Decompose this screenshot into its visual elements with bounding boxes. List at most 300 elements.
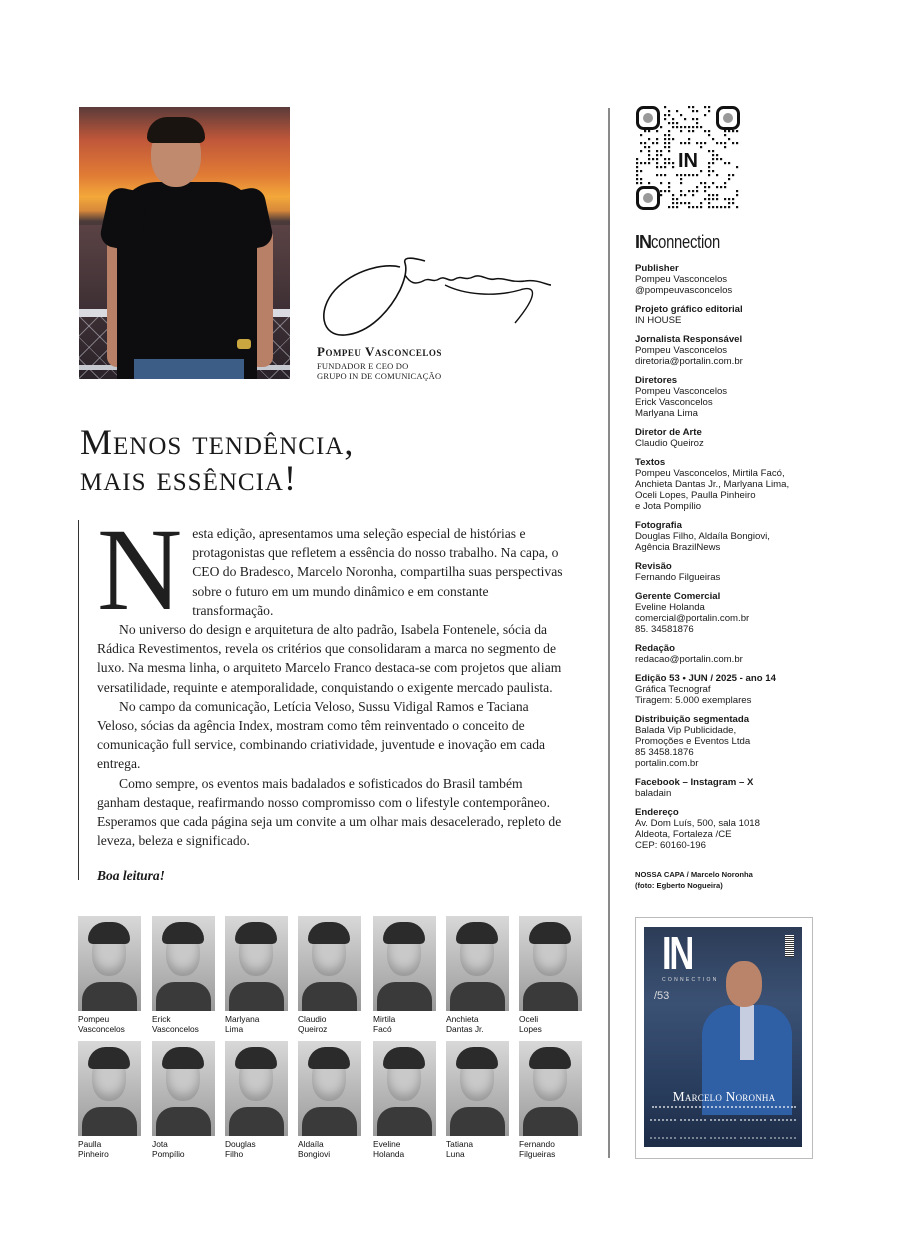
- qr-module: [680, 202, 682, 204]
- credit-title: Publisher: [635, 263, 679, 274]
- qr-module: [716, 154, 718, 156]
- qr-finder-dot: [643, 193, 653, 203]
- member-first-name: Marlyana: [225, 1014, 260, 1024]
- qr-module: [736, 166, 738, 168]
- credit-block: [635, 427, 825, 449]
- qr-module: [708, 194, 710, 196]
- credit-line: Oceli Lopes, Paulla Pinheiro: [635, 490, 756, 501]
- qr-module: [716, 194, 718, 196]
- qr-module: [656, 154, 658, 156]
- brand-bold: IN: [635, 232, 651, 252]
- member-name: [373, 1015, 436, 1034]
- qr-module: [728, 206, 730, 208]
- qr-finder-dot: [643, 113, 653, 123]
- member-name: [519, 1015, 582, 1034]
- qr-module: [652, 158, 654, 160]
- qr-module: [672, 138, 674, 140]
- credit-title: Fotografia: [635, 520, 682, 531]
- qr-module: [692, 118, 694, 120]
- qr-module: [712, 198, 714, 200]
- qr-module: [716, 198, 718, 200]
- qr-module: [640, 178, 642, 180]
- qr-module: [732, 198, 734, 200]
- qr-module: [712, 182, 714, 184]
- credit-title: Facebook – Instagram – X: [635, 777, 754, 788]
- credit-line: Pompeu Vasconcelos: [635, 386, 728, 397]
- member-first-name: Aldaíla: [298, 1139, 324, 1149]
- qr-module: [688, 174, 690, 176]
- credit-title: Projeto gráfico editorial: [635, 304, 743, 315]
- team-member: [446, 916, 509, 1034]
- qr-module: [708, 150, 710, 152]
- qr-module: [708, 170, 710, 172]
- qr-module: [716, 206, 718, 208]
- qr-module: [676, 174, 678, 176]
- qr-module: [708, 130, 710, 132]
- qr-module: [704, 186, 706, 188]
- qr-module: [688, 138, 690, 140]
- qr-module: [656, 158, 658, 160]
- member-photo: [152, 1041, 215, 1136]
- qr-module: [708, 134, 710, 136]
- magazine-cover: [635, 917, 813, 1159]
- page-title: [80, 424, 354, 496]
- member-photo: [446, 1041, 509, 1136]
- member-name: [298, 1015, 361, 1034]
- qr-module: [700, 126, 702, 128]
- qr-module: [684, 174, 686, 176]
- qr-module: [716, 142, 718, 144]
- qr-module: [692, 130, 694, 132]
- qr-module: [720, 158, 722, 160]
- qr-module: [640, 134, 642, 136]
- member-first-name: Mirtila: [373, 1014, 396, 1024]
- qr-module: [656, 130, 658, 132]
- qr-module: [736, 142, 738, 144]
- credit-line: diretoria@portalin.com.br: [635, 356, 743, 367]
- brand-logo: [635, 232, 735, 252]
- qr-module: [640, 142, 642, 144]
- credit-block: [635, 375, 825, 419]
- qr-module: [668, 110, 670, 112]
- cover-edition: /53: [654, 990, 670, 1002]
- team-member: [298, 1041, 361, 1159]
- member-name: [373, 1140, 436, 1159]
- credit-line: Tiragem: 5.000 exemplares: [635, 695, 752, 706]
- qr-code[interactable]: [636, 106, 740, 210]
- qr-module: [700, 182, 702, 184]
- member-last-name: Holanda: [373, 1148, 405, 1159]
- qr-module: [684, 118, 686, 120]
- qr-module: [700, 202, 702, 204]
- qr-module: [668, 130, 670, 132]
- qr-module: [712, 170, 714, 172]
- qr-module: [636, 158, 638, 160]
- team-member: [298, 916, 361, 1034]
- credit-title: Textos: [635, 457, 666, 468]
- qr-module: [728, 202, 730, 204]
- team-member: [373, 916, 436, 1034]
- qr-module: [708, 174, 710, 176]
- member-name: [152, 1015, 215, 1034]
- qr-module: [724, 142, 726, 144]
- qr-module: [676, 202, 678, 204]
- cover-logo-sub: CONNECTION: [662, 977, 719, 983]
- qr-module: [704, 198, 706, 200]
- member-name: [78, 1015, 141, 1034]
- qr-module: [668, 190, 670, 192]
- qr-module: [708, 198, 710, 200]
- member-first-name: Tatiana: [446, 1139, 474, 1149]
- member-name: [298, 1140, 361, 1159]
- qr-module: [704, 142, 706, 144]
- qr-module: [680, 130, 682, 132]
- member-first-name: Douglas: [225, 1139, 256, 1149]
- credit-line: @pompeuvasconcelos: [635, 285, 733, 296]
- member-last-name: Vasconcelos: [78, 1023, 125, 1034]
- qr-finder-dot: [723, 113, 733, 123]
- qr-module: [696, 118, 698, 120]
- credit-block: [635, 263, 825, 296]
- qr-module: [692, 206, 694, 208]
- credits-list: [635, 263, 825, 859]
- paragraph: Como sempre, os eventos mais badalados e sofisticados do Brasil também ganham destaque, reafirmando nosso compromisso com o lifestyle contemporâneo. Esperamos que cada página seja um convite a um olhar mais desacelerado, repleto de leveza, beleza e significado.: [97, 775, 562, 849]
- paragraph: esta edição, apresentamos uma seleção especial de histórias e protagonistas que refletem a essência do nosso trabalho. Na capa, o CEO do Bradesco, Marcelo Noronha, compartilha suas perspectivas sobre o futuro em um mundo dinâmico e em constante transformação.: [192, 526, 563, 618]
- qr-module: [724, 134, 726, 136]
- qr-module: [636, 182, 638, 184]
- qr-module: [636, 174, 638, 176]
- qr-module: [712, 162, 714, 164]
- qr-module: [656, 150, 658, 152]
- qr-module: [684, 126, 686, 128]
- qr-module: [656, 162, 658, 164]
- role-line-2: GRUPO IN DE COMUNICAÇÃO: [317, 371, 442, 381]
- qr-module: [680, 178, 682, 180]
- credit-line: Claudio Queiroz: [635, 438, 704, 449]
- qr-module: [664, 138, 666, 140]
- qr-module: [708, 202, 710, 204]
- credit-block: [635, 520, 825, 553]
- signature-role: [317, 361, 441, 381]
- qr-module: [668, 138, 670, 140]
- qr-module: [640, 162, 642, 164]
- qr-module: [664, 114, 666, 116]
- credit-block: [635, 807, 825, 851]
- qr-module: [668, 142, 670, 144]
- qr-module: [688, 206, 690, 208]
- credit-line: baladain: [635, 788, 672, 799]
- qr-module: [700, 146, 702, 148]
- qr-module: [656, 142, 658, 144]
- credit-line: Marlyana Lima: [635, 408, 698, 419]
- qr-module: [724, 130, 726, 132]
- qr-module: [656, 138, 658, 140]
- member-first-name: Anchieta: [446, 1014, 479, 1024]
- qr-module: [636, 178, 638, 180]
- member-name: [446, 1140, 509, 1159]
- qr-module: [636, 162, 638, 164]
- member-first-name: Eveline: [373, 1139, 401, 1149]
- qr-module: [680, 114, 682, 116]
- qr-module: [660, 150, 662, 152]
- credit-block: [635, 714, 825, 769]
- credit-line: redacao@portalin.com.br: [635, 654, 743, 665]
- article-rule: [78, 520, 79, 880]
- qr-module: [688, 130, 690, 132]
- qr-module: [728, 138, 730, 140]
- qr-module: [680, 190, 682, 192]
- member-name: [225, 1140, 288, 1159]
- closing-line: Boa leitura!: [97, 868, 165, 883]
- qr-module: [716, 174, 718, 176]
- qr-module: [692, 126, 694, 128]
- qr-module: [708, 186, 710, 188]
- qr-module: [672, 202, 674, 204]
- qr-module: [736, 190, 738, 192]
- qr-module: [668, 146, 670, 148]
- credit-block: [635, 673, 825, 706]
- qr-module: [724, 206, 726, 208]
- member-last-name: Filho: [225, 1148, 244, 1159]
- qr-module: [672, 166, 674, 168]
- member-photo: [519, 1041, 582, 1136]
- qr-module: [668, 122, 670, 124]
- qr-module: [672, 198, 674, 200]
- qr-module: [648, 146, 650, 148]
- qr-module: [688, 190, 690, 192]
- member-last-name: Lima: [225, 1023, 244, 1034]
- member-photo: [225, 916, 288, 1011]
- title-line-1: Menos tendência,: [80, 422, 355, 462]
- member-photo: [373, 1041, 436, 1136]
- barcode-icon: [785, 935, 794, 957]
- qr-module: [640, 182, 642, 184]
- qr-module: [648, 150, 650, 152]
- member-last-name: Vasconcelos: [152, 1023, 199, 1034]
- qr-module: [636, 170, 638, 172]
- editorial-body: [97, 504, 567, 850]
- credit-title: Edição 53 • JUN / 2025 - ano 14: [635, 673, 776, 684]
- credit-line: IN HOUSE: [635, 315, 682, 326]
- qr-module: [668, 162, 670, 164]
- qr-module: [684, 142, 686, 144]
- qr-module: [712, 138, 714, 140]
- qr-module: [696, 126, 698, 128]
- member-last-name: Lopes: [519, 1023, 542, 1034]
- qr-module: [648, 130, 650, 132]
- credit-block: [635, 457, 825, 512]
- qr-label: IN: [678, 150, 698, 172]
- credit-title: Redação: [635, 643, 675, 654]
- column-divider: [608, 108, 610, 1158]
- member-name: [519, 1140, 582, 1159]
- member-name: [225, 1015, 288, 1034]
- member-photo: [298, 916, 361, 1011]
- qr-module: [648, 154, 650, 156]
- qr-module: [704, 106, 706, 108]
- team-member: [78, 1041, 141, 1159]
- qr-module: [700, 170, 702, 172]
- credit-title: Distribuição segmentada: [635, 714, 750, 725]
- qr-module: [720, 142, 722, 144]
- qr-module: [672, 194, 674, 196]
- qr-module: [716, 186, 718, 188]
- member-first-name: Erick: [152, 1014, 171, 1024]
- qr-module: [696, 174, 698, 176]
- qr-module: [664, 118, 666, 120]
- member-first-name: Fernando: [519, 1139, 555, 1149]
- member-last-name: Luna: [446, 1148, 465, 1159]
- qr-module: [696, 110, 698, 112]
- qr-module: [724, 162, 726, 164]
- qr-module: [676, 110, 678, 112]
- member-photo: [446, 916, 509, 1011]
- qr-module: [724, 198, 726, 200]
- qr-module: [660, 182, 662, 184]
- team-member: [225, 1041, 288, 1159]
- member-first-name: Jota: [152, 1139, 168, 1149]
- qr-module: [668, 182, 670, 184]
- team-member: [446, 1041, 509, 1159]
- qr-module: [664, 190, 666, 192]
- qr-module: [656, 166, 658, 168]
- qr-module: [664, 158, 666, 160]
- qr-module: [724, 182, 726, 184]
- member-last-name: Bongiovi: [298, 1148, 331, 1159]
- qr-module: [736, 206, 738, 208]
- qr-module: [664, 146, 666, 148]
- credit-block: [635, 304, 825, 326]
- qr-module: [680, 174, 682, 176]
- team-member: [152, 916, 215, 1034]
- qr-module: [668, 114, 670, 116]
- credit-line: Douglas Filho, Aldaíla Bongiovi,: [635, 531, 770, 542]
- credit-block: [635, 591, 825, 635]
- qr-module: [720, 206, 722, 208]
- signature-image: [315, 255, 555, 340]
- cover-note: [635, 870, 753, 891]
- cover-title: Marcelo Noronha: [672, 1089, 776, 1104]
- qr-module: [664, 162, 666, 164]
- credit-block: [635, 334, 825, 367]
- member-photo: [373, 916, 436, 1011]
- qr-module: [704, 190, 706, 192]
- member-last-name: Pompílio: [152, 1148, 185, 1159]
- qr-module: [656, 174, 658, 176]
- qr-module: [672, 206, 674, 208]
- qr-module: [680, 142, 682, 144]
- team-member: [519, 1041, 582, 1159]
- qr-module: [692, 110, 694, 112]
- team-member: [78, 916, 141, 1034]
- qr-module: [668, 186, 670, 188]
- qr-module: [712, 206, 714, 208]
- qr-module: [688, 126, 690, 128]
- qr-module: [636, 166, 638, 168]
- qr-module: [672, 162, 674, 164]
- qr-module: [668, 150, 670, 152]
- credit-line: Pompeu Vasconcelos: [635, 274, 728, 285]
- title-line-2: mais essência!: [80, 458, 297, 498]
- qr-module: [676, 126, 678, 128]
- qr-module: [664, 134, 666, 136]
- qr-module: [708, 106, 710, 108]
- member-photo: [78, 1041, 141, 1136]
- qr-module: [700, 142, 702, 144]
- qr-module: [692, 190, 694, 192]
- credit-block: [635, 561, 825, 583]
- brand-light: connection: [651, 232, 720, 252]
- member-last-name: Dantas Jr.: [446, 1023, 484, 1034]
- qr-module: [732, 202, 734, 204]
- qr-module: [716, 158, 718, 160]
- qr-module: [700, 206, 702, 208]
- qr-module: [668, 206, 670, 208]
- qr-module: [736, 194, 738, 196]
- cover-note-line-1: NOSSA CAPA / Marcelo Noronha: [635, 870, 753, 879]
- credit-line: Eveline Holanda: [635, 602, 705, 613]
- qr-module: [680, 126, 682, 128]
- qr-module: [648, 158, 650, 160]
- qr-module: [648, 162, 650, 164]
- signature-name: Pompeu Vasconcelos: [317, 344, 442, 359]
- team-member: [225, 916, 288, 1034]
- qr-module: [644, 130, 646, 132]
- qr-module: [688, 202, 690, 204]
- qr-module: [664, 142, 666, 144]
- qr-module: [672, 126, 674, 128]
- member-photo: [225, 1041, 288, 1136]
- member-first-name: Claudio: [298, 1014, 327, 1024]
- member-photo: [519, 916, 582, 1011]
- qr-module: [664, 106, 666, 108]
- qr-module: [676, 206, 678, 208]
- qr-module: [696, 206, 698, 208]
- credit-line: Av. Dom Luís, 500, sala 1018: [635, 818, 760, 829]
- credit-line: portalin.com.br: [635, 758, 699, 769]
- team-member: [373, 1041, 436, 1159]
- member-name: [446, 1015, 509, 1034]
- qr-module: [672, 118, 674, 120]
- qr-module: [712, 158, 714, 160]
- qr-module: [696, 190, 698, 192]
- member-last-name: Pinheiro: [78, 1148, 109, 1159]
- qr-module: [664, 174, 666, 176]
- qr-module: [708, 162, 710, 164]
- qr-module: [664, 166, 666, 168]
- credit-line: Gráfica Tecnograf: [635, 684, 711, 695]
- member-first-name: Oceli: [519, 1014, 539, 1024]
- qr-module: [712, 154, 714, 156]
- paragraph: No campo da comunicação, Letícia Veloso, Sussu Vidigal Ramos e Taciana Veloso, sócias da agência Index, mostram como têm reinventado o conceito de comunicação full service, combinando criatividade, juventude e inovação em cada entrega.: [97, 698, 546, 772]
- qr-module: [660, 174, 662, 176]
- qr-module: [712, 194, 714, 196]
- member-name: [78, 1140, 141, 1159]
- qr-module: [696, 122, 698, 124]
- member-last-name: Queiroz: [298, 1023, 328, 1034]
- member-last-name: Filgueiras: [519, 1148, 556, 1159]
- qr-module: [728, 162, 730, 164]
- credit-line: 85 3458.1876: [635, 747, 694, 758]
- credit-line: Balada Vip Publicidade,: [635, 725, 737, 736]
- credit-line: Fernando Filgueiras: [635, 572, 721, 583]
- qr-module: [644, 142, 646, 144]
- member-name: [152, 1140, 215, 1159]
- qr-module: [684, 202, 686, 204]
- credit-line: CEP: 60160-196: [635, 840, 706, 851]
- team-member: [519, 916, 582, 1034]
- qr-module: [732, 130, 734, 132]
